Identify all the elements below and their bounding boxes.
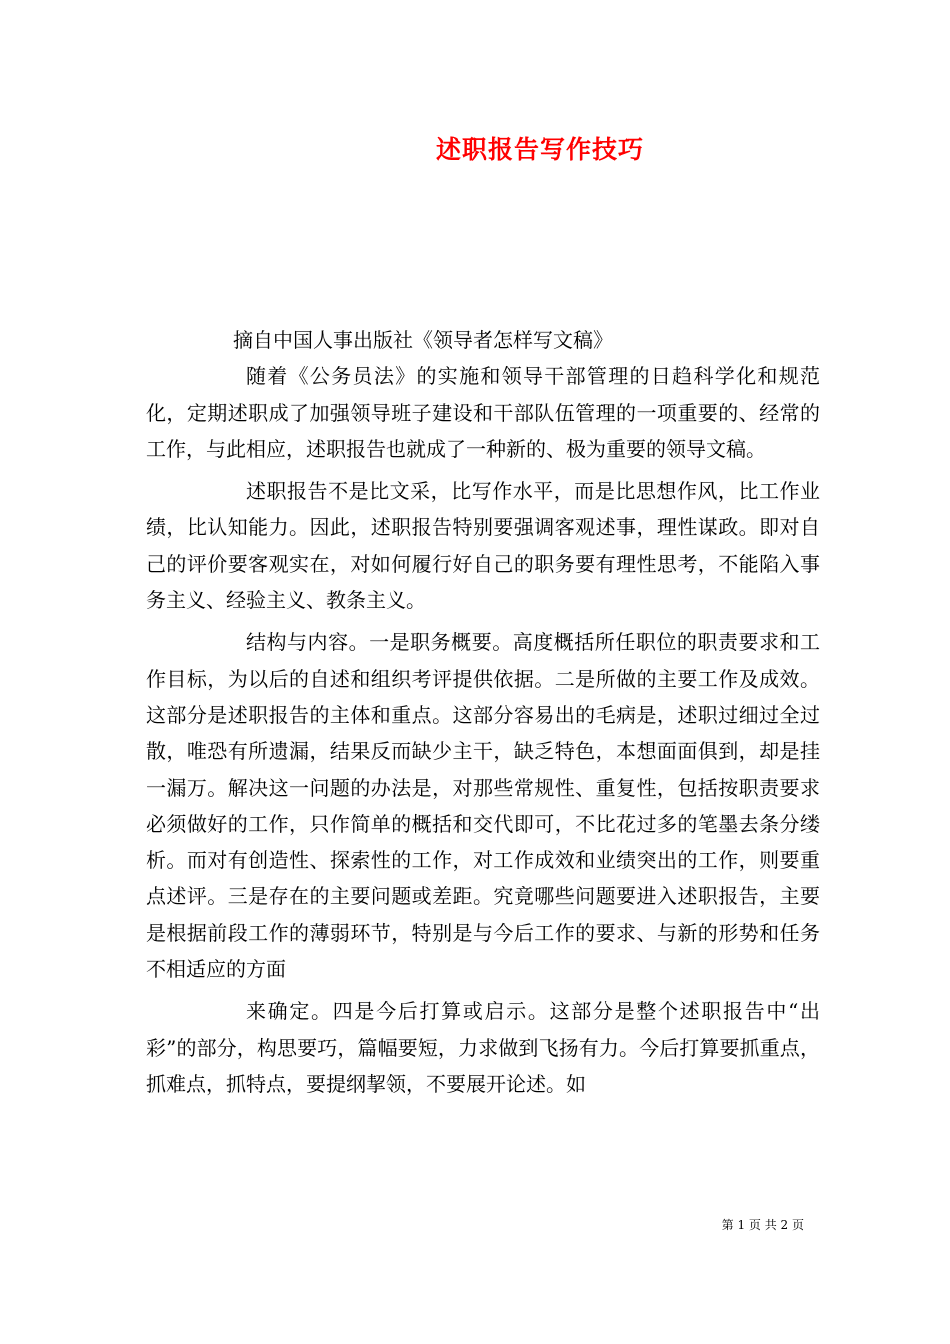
paragraph-2: 述职报告不是比文采，比写作水平，而是比思想作风，比工作业绩，比认知能力。因此，述职报告特别要强调客观述事，理性谋政。即对自己的评价要客观实在，对如何履行好自己的职务要有理性思考，不能陷入事务主义、经验主义、教条主义。	[146, 479, 820, 613]
paragraph-1: 随着《公务员法》的实施和领导干部管理的日趋科学化和规范化，定期述职成了加强领导班子建设和干部队伍管理的一项重要的、经常的工作，与此相应，述职报告也就成了一种新的、极为重要的领导文稿。	[146, 364, 820, 461]
page-indicator: 第 1 页 共 2 页	[721, 1218, 804, 1232]
paragraph-3: 结构与内容。一是职务概要。高度概括所任职位的职责要求和工作目标，为以后的自述和组织考评提供依据。二是所做的主要工作及成效。这部分是述职报告的主体和重点。这部分容易出的毛病是，述职过细过全过散，唯恐有所遗漏，结果反而缺少主干，缺乏特色，本想面面俱到，却是挂一漏万。解决这一问题的办法是，对那些常规性、重复性，包括按职责要求必须做好的工作，只作简单的概括和交代即可，不比花过多的笔墨去条分缕析。而对有创造性、探索性的工作，对工作成效和业绩突出的工作，则要重点述评。三是存在的主要问题或差距。究竟哪些问题要进入述职报告，主要是根据前段工作的薄弱环节，特别是与今后工作的要求、与新的形势和任务不相适应的方面	[146, 630, 820, 982]
source-line: 摘自中国人事出版社《领导者怎样写文稿》	[233, 328, 613, 352]
paragraph-4: 来确定。四是今后打算或启示。这部分是整个述职报告中“出彩”的部分，构思要巧，篇幅要短，力求做到飞扬有力。今后打算要抓重点，抓难点，抓特点，要提纲挈领，不要展开论述。如	[146, 999, 820, 1096]
document-body	[146, 322, 820, 1102]
document-title: 述职报告写作技巧	[435, 135, 644, 164]
